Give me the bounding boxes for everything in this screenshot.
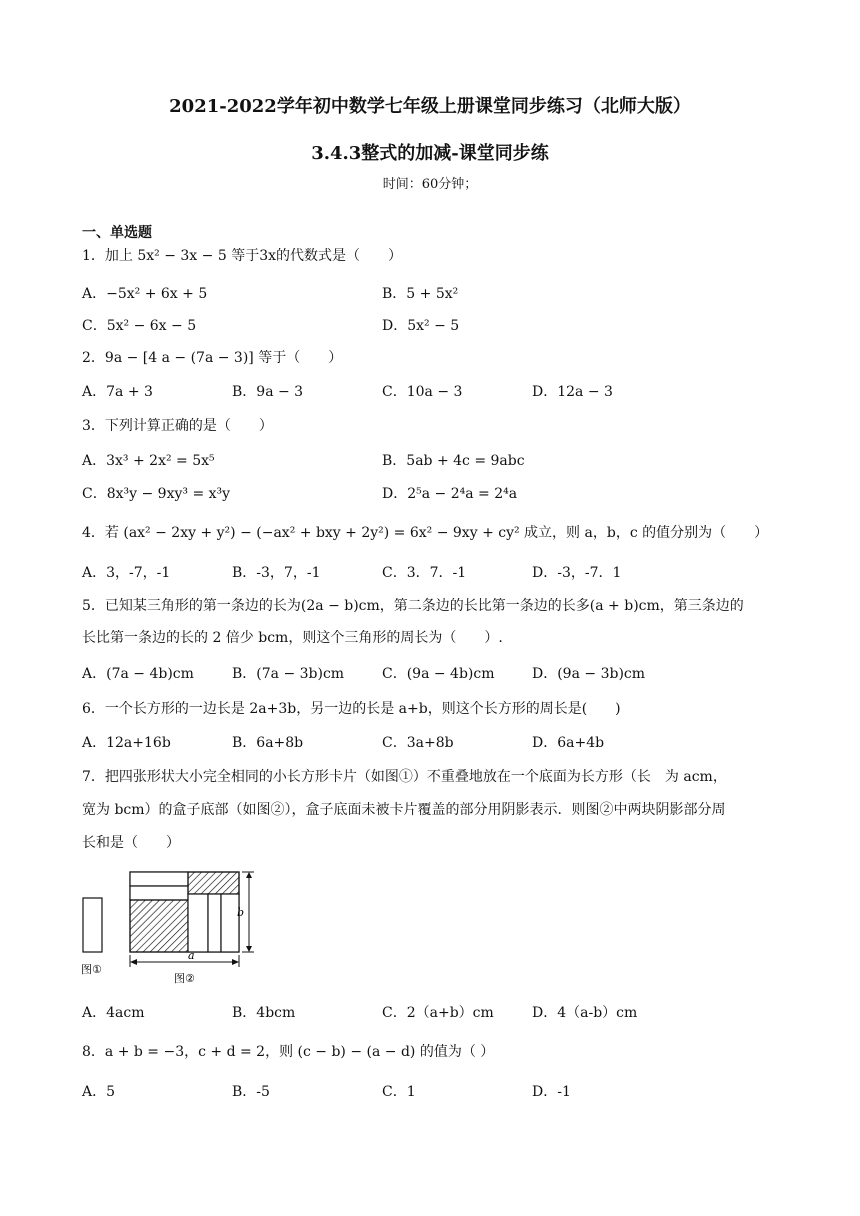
q5-option-c[interactable]: C．(9a − 4b)cm <box>382 666 495 682</box>
q5-option-a[interactable]: A．(7a − 4b)cm <box>82 666 194 682</box>
question-7-line2: 宽为 bcm）的盒子底部（如图②），盒子底面未被卡片覆盖的部分用阴影表示．则图②中两块阴影部分周 <box>82 802 726 818</box>
q8-option-a[interactable]: A．5 <box>82 1084 116 1100</box>
figure-cards-in-box <box>80 866 280 986</box>
q3-option-c[interactable]: C．8x³y − 9xy³ = x³y <box>82 486 231 502</box>
question-8: 8．a + b = −3，c + d = 2，则 (c − b) − (a − d) 的值为（ ） <box>82 1044 495 1060</box>
question-7-line3: 长和是（ ） <box>82 835 180 851</box>
q4-option-c[interactable]: C．3．7．-1 <box>382 565 467 581</box>
q8-option-c[interactable]: C．1 <box>382 1084 416 1100</box>
figure1-card <box>83 898 102 952</box>
q7-option-c[interactable]: C．2（a+b）cm <box>382 1005 494 1021</box>
page-subtitle: 3.4.3整式的加减-课堂同步练 <box>311 143 549 164</box>
question-5-line2: 长比第一条边的长的 2 倍少 bcm，则这个三角形的周长为（ ）. <box>82 630 503 646</box>
q6-option-c[interactable]: C．3a+8b <box>382 735 454 751</box>
q6-option-d[interactable]: D．6a+4b <box>532 735 605 751</box>
q1-option-c[interactable]: C．5x² − 6x − 5 <box>82 318 197 334</box>
q7-option-a[interactable]: A．4acm <box>82 1005 145 1021</box>
question-2: 2．9a − [4 a − (7a − 3)] 等于（ ） <box>82 350 343 366</box>
figure2-label: 图② <box>174 972 195 985</box>
q6-option-b[interactable]: B．6a+8b <box>232 735 304 751</box>
q2-option-a[interactable]: A．7a + 3 <box>82 384 153 400</box>
page-title: 2021-2022学年初中数学七年级上册课堂同步练习（北师大版） <box>169 96 691 117</box>
q8-option-d[interactable]: D．-1 <box>532 1084 571 1100</box>
label-b: b <box>237 906 245 919</box>
q5-option-b[interactable]: B．(7a − 3b)cm <box>232 666 345 682</box>
question-4: 4．若 (ax² − 2xy + y²) − (−ax² + bxy + 2y²) = 6x² − 9xy + cy² 成立，则 a，b，c 的值分别为（ ） <box>82 525 769 541</box>
question-7: 7．把四张形状大小完全相同的小长方形卡片（如图①）不重叠地放在一个底面为长方形（长 为 acm， <box>82 769 727 785</box>
q7-option-b[interactable]: B．4bcm <box>232 1005 296 1021</box>
question-6: 6．一个长方形的一边长是 2a+3b，另一边的长是 a+b，则这个长方形的周长是( ) <box>82 701 621 717</box>
q2-option-b[interactable]: B．9a − 3 <box>232 384 304 400</box>
shaded-region-bottom-left <box>130 900 188 952</box>
q3-option-b[interactable]: B．5ab + 4c = 9abc <box>382 453 525 469</box>
q3-option-a[interactable]: A．3x³ + 2x² = 5x⁵ <box>82 453 215 469</box>
shaded-region-top-right <box>188 872 239 894</box>
q4-option-a[interactable]: A．3，-7，-1 <box>82 565 171 581</box>
q1-option-d[interactable]: D．5x² − 5 <box>382 318 460 334</box>
q3-option-d[interactable]: D．2⁵a − 2⁴a = 2⁴a <box>382 486 518 502</box>
question-3: 3．下列计算正确的是（ ） <box>82 418 273 434</box>
figure1-label: 图① <box>81 963 102 976</box>
q4-option-d[interactable]: D．-3，-7．1 <box>532 565 622 581</box>
q1-option-a[interactable]: A．−5x² + 6x + 5 <box>82 286 208 302</box>
time-limit: 时间：60分钟； <box>382 177 478 192</box>
q7-option-d[interactable]: D．4（a-b）cm <box>532 1005 638 1021</box>
question-5: 5．已知某三角形的第一条边的长为(2a − b)cm，第二条边的长比第一条边的长多(a + b)cm，第三条边的 <box>82 598 744 614</box>
q4-option-b[interactable]: B．-3，7，-1 <box>232 565 321 581</box>
question-1: 1．加上 5x² − 3x − 5 等于3x的代数式是（ ） <box>82 248 402 264</box>
section-heading: 一、单选题 <box>82 225 152 241</box>
q2-option-c[interactable]: C．10a − 3 <box>382 384 463 400</box>
q8-option-b[interactable]: B．-5 <box>232 1084 270 1100</box>
q2-option-d[interactable]: D．12a − 3 <box>532 384 613 400</box>
q6-option-a[interactable]: A．12a+16b <box>82 735 171 751</box>
q1-option-b[interactable]: B．5 + 5x² <box>382 286 459 302</box>
q5-option-d[interactable]: D．(9a − 3b)cm <box>532 666 646 682</box>
label-a: a <box>188 949 195 962</box>
